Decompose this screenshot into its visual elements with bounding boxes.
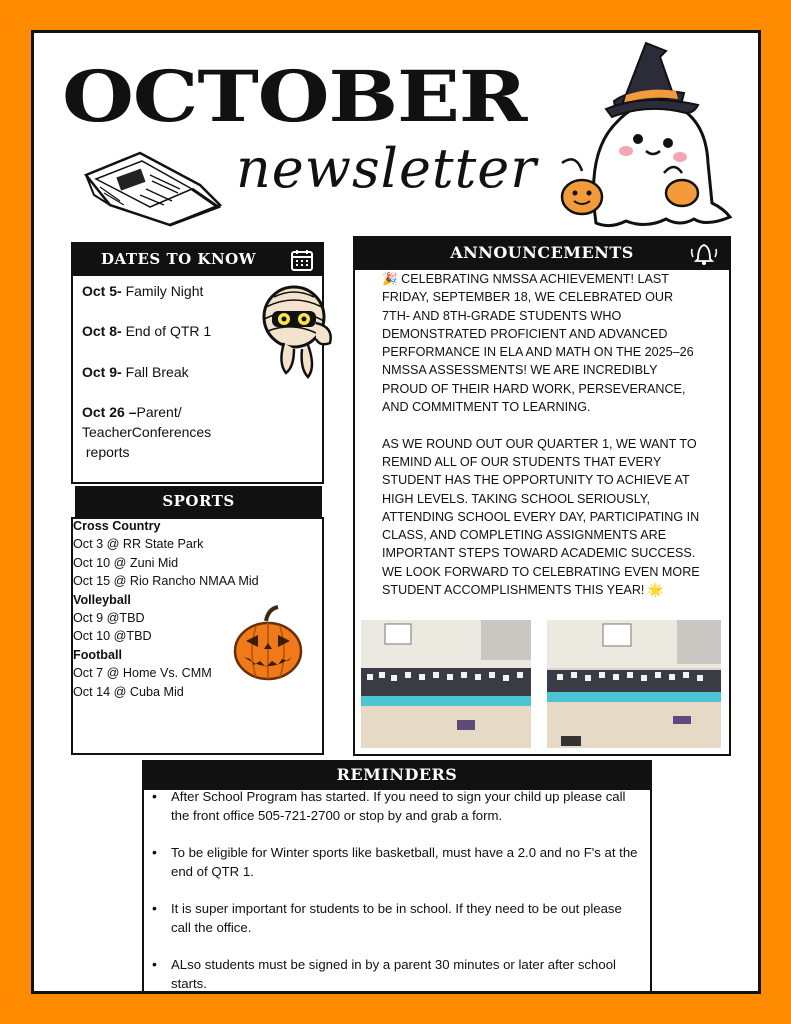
newsletter-page — [31, 30, 761, 994]
sports-event: Oct 14 @ Cuba Mid — [73, 684, 184, 699]
jack-o-lantern-icon — [232, 605, 304, 681]
ghost-witch-icon — [556, 33, 761, 229]
announcements-header: ANNOUNCEMENTS — [353, 236, 731, 270]
mummy-icon — [260, 283, 336, 379]
newspaper-icon — [80, 145, 228, 229]
dates-header: DATES TO KNOW — [71, 242, 324, 276]
sports-event: Oct 10 @TBD — [73, 629, 152, 644]
sports-header: SPORTS — [75, 486, 322, 517]
sports-group-title: Football — [73, 647, 122, 662]
announcements-text — [382, 270, 702, 618]
dates-item-4: Oct 26 –Parent/ TeacherConferences reports — [82, 404, 212, 460]
reminder-item: • It is super important for students to be in school. If they need to be out please call the office. — [158, 899, 638, 937]
reminder-item: • After School Program has started. If you need to sign your child up please call the front office 505-721-2700 or stop by and grab a form. — [158, 787, 638, 825]
reminders-list — [158, 787, 638, 994]
announcement-paragraph-2: AS WE ROUND OUT OUR QUARTER 1, WE WANT TO REMIND ALL OF OUR STUDENTS THAT EVERY STUDENT HAS THE OPPORTUNITY TO ACHIEVE AT HIGH LEVELS. TAKING SCHOOL SERIOUSLY, ATTENDING SCHOOL EVERY DAY, PARTICIPATING IN CLASS, AND COMPLETING ASSIGNMENTS ARE IMPORTANT STEPS TOWARD ACADEMIC SUCCESS. WE LOOK FORWARD TO CELEBRATING EVEN MORE STUDENT ACCOMPLISHMENTS THIS YEAR! 🌟 — [382, 436, 700, 598]
bell-icon — [688, 239, 720, 267]
reminder-item: • To be eligible for Winter sports like basketball, must have a 2.0 and no F's at the end of QTR 1. — [158, 843, 638, 881]
newsletter-title: OCTOBER — [62, 55, 527, 138]
sports-event: Oct 3 @ RR State Park — [73, 537, 204, 552]
gym-photo-right — [547, 620, 721, 748]
sports-event: Oct 7 @ Home Vs. CMM — [73, 666, 212, 681]
sports-event: Oct 10 @ Zuni Mid — [73, 555, 179, 570]
reminder-item: • ALso students must be signed in by a parent 30 minutes or later after school starts. — [158, 955, 638, 993]
sports-group-title: Cross Country — [73, 519, 161, 533]
reminders-header: REMINDERS — [142, 760, 652, 790]
sports-event: Oct 15 @ Rio Rancho NMAA Mid — [73, 574, 259, 589]
calendar-icon — [290, 248, 314, 272]
dates-item-1: Oct 5- Family Night — [82, 283, 204, 299]
dates-item-3: Oct 9- Fall Break — [82, 364, 189, 380]
dates-item-2: Oct 8- End of QTR 1 — [82, 323, 212, 339]
sports-list — [73, 517, 259, 701]
announcement-paragraph-1: 🎉 CELEBRATING NMSSA ACHIEVEMENT! LAST FRIDAY, SEPTEMBER 18, WE CELEBRATED OUR 7TH- AND 8TH-GRADE STUDENTS WHO DEMONSTRATED PROFICIENT AND ADVANCED PERFORMANCE IN ELA AND MATH ON THE 2025–26 NMSSA ASSESSMENTS! WE ARE INCREDIBLY PROUD OF THEIR HARD WORK, PERSEVERANCE, AND COMMITMENT TO LEARNING. — [382, 272, 694, 415]
newsletter-subtitle: newsletter — [236, 137, 538, 200]
sports-group-title: Volleyball — [73, 592, 131, 607]
sports-event: Oct 9 @TBD — [73, 611, 145, 626]
gym-photo-left — [361, 620, 531, 748]
